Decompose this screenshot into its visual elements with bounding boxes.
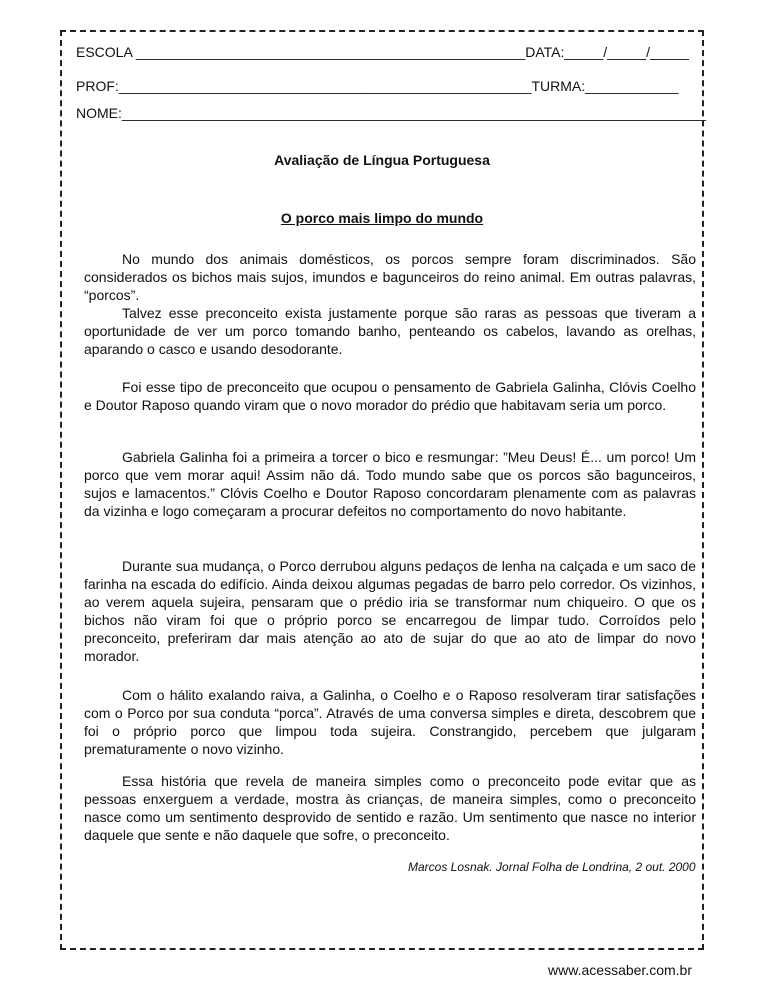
paragraph-2: Talvez esse preconceito exista justamente porque são raras as pessoas que tiveram a oportunidade de ver um porco tomando banho, penteando os cabelos, lavando as orelhas, aparando o casco e usando desodorante. <box>84 305 696 357</box>
paragraph-5: Durante sua mudança, o Porco derrubou alguns pedaços de lenha na calçada e um saco de farinha na escada do edifício. Ainda deixou algumas pegadas de barro pelo corredor. Os vizinhos, ao verem aquela sujeira, pensaram que o prédio iria se transformar num chiqueiro. O que os bichos não viram foi que o próprio porco se encarregou de limpar tudo. Corroídos pelo preconceito, preferiram dar mais atenção ao ato de sujar do que ao ato de limpar do novo morador. <box>84 558 696 664</box>
paragraph-4: Gabriela Galinha foi a primeira a torcer o bico e resmungar: ”Meu Deus! É... um porco! Um porco que vem morar aqui! Assim não dá. Todo mundo sabe que os porcos são bagunceiros, sujos e lamacentos.” Clóvis Coelho e Doutor Raposo concordaram plenamente com as palavras da vizinha e logo começaram a procurar defeitos no comportamento do novo habitante. <box>84 449 696 519</box>
paragraph-3: Foi esse tipo de preconceito que ocupou o pensamento de Gabriela Galinha, Clóvis Coelho e Doutor Raposo quando viram que o novo morador do prédio que habitavam seria um porco. <box>84 379 696 413</box>
header-nome-line[interactable]: NOME:___________________________________________________________________________ <box>76 105 706 121</box>
paragraph-7: Essa história que revela de maneira simples como o preconceito pode evitar que as pessoas enxerguem a verdade, mostra às crianças, de maneira simples, como o preconceito nasce como um sentimento desprovido de sentido e razão. Um sentimento que nasce no interior daquele que sente e não daquele que sofre, o preconceito. <box>84 773 696 843</box>
footer-website[interactable]: www.acessaber.com.br <box>548 962 692 978</box>
paragraph-1: No mundo dos animais domésticos, os porcos sempre foram discriminados. São considerados os bichos mais sujos, imundos e bagunceiros do reino animal. Em outras palavras, “porcos”. <box>84 251 696 303</box>
citation: Marcos Losnak. Jornal Folha de Londrina, 2 out. 2000 <box>408 860 696 874</box>
header-prof-line[interactable]: PROF:_____________________________________________________TURMA:____________ <box>76 78 679 94</box>
paragraph-6: Com o hálito exalando raiva, a Galinha, o Coelho e o Raposo resolveram tirar satisfações com o Porco por sua conduta “porca”. Através de uma conversa simples e direta, descobrem que foi o próprio porco que limpou toda sujeira. Constrangido, percebem que julgaram prematuramente o novo vizinho. <box>84 687 696 757</box>
page-title: Avaliação de Língua Portuguesa <box>274 152 490 168</box>
paragraph-block-1 <box>84 250 696 358</box>
text-title: O porco mais limpo do mundo <box>280 210 484 226</box>
header-escola-line[interactable]: ESCOLA __________________________________________________DATA:_____/_____/_____ <box>76 44 689 60</box>
